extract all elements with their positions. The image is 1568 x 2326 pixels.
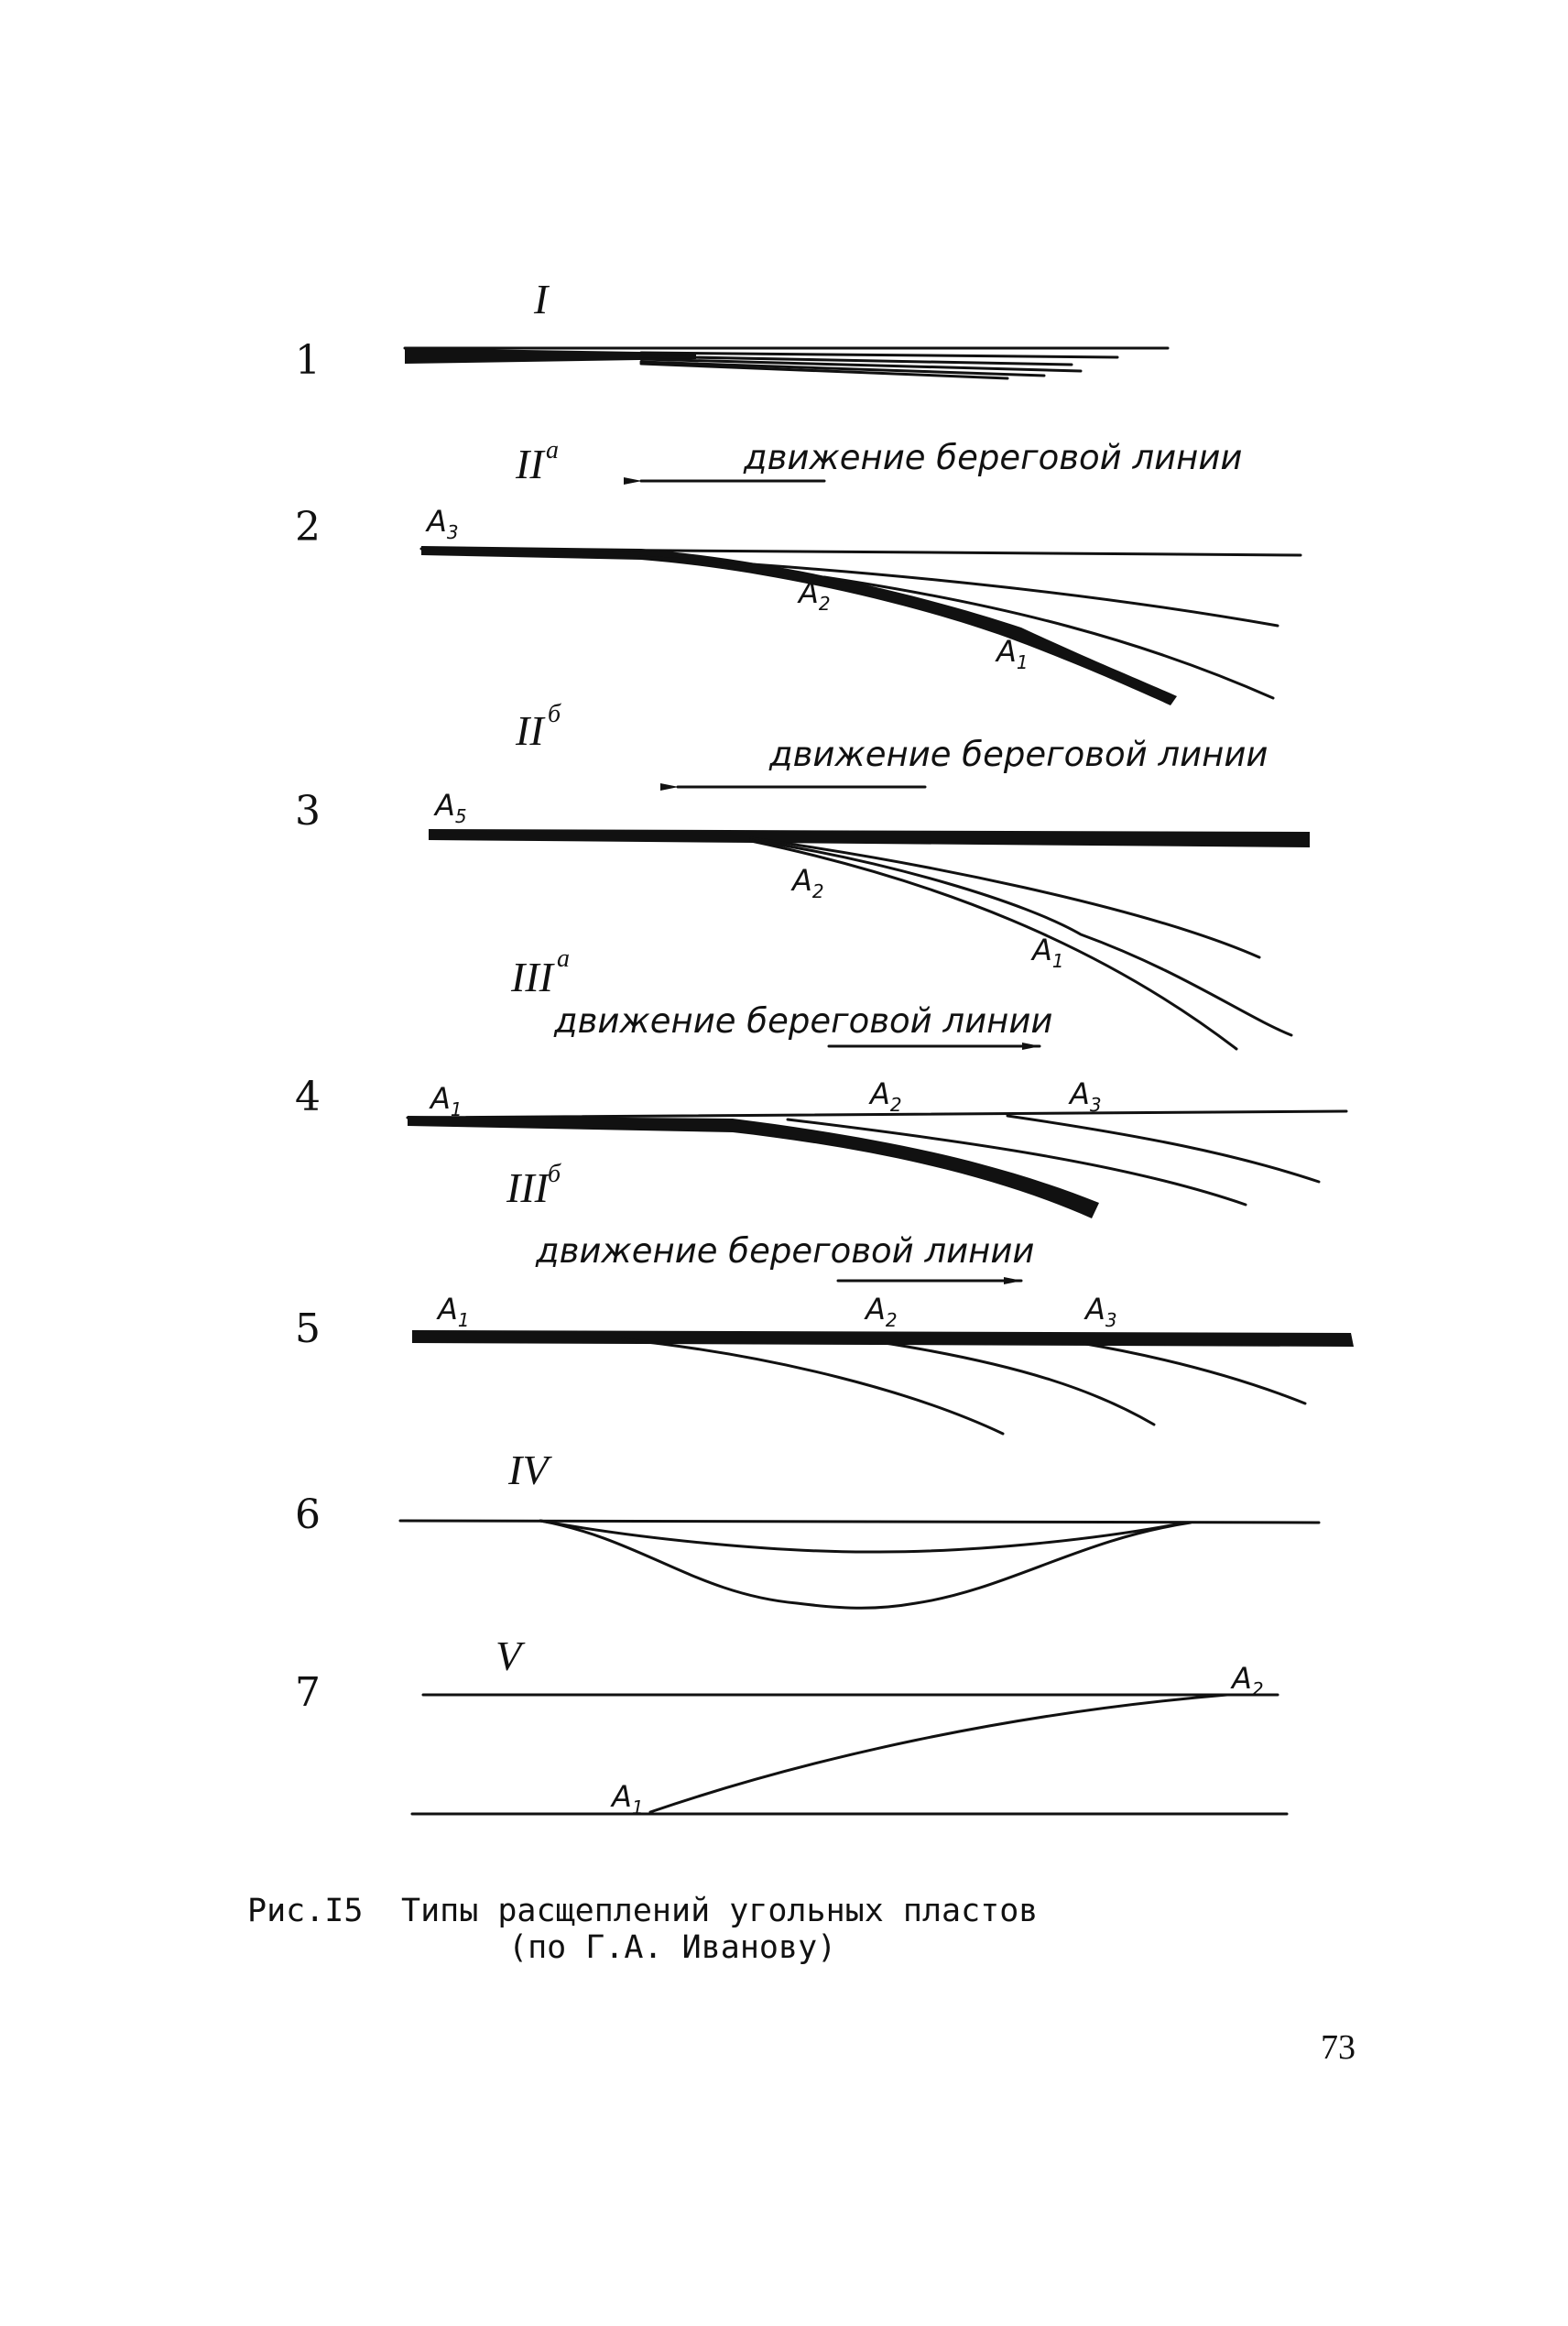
point-label-a2: $A_2$ [792, 863, 824, 902]
caption-line-2: (по Г.А. Иванову) [508, 1929, 837, 1966]
type-label-4: III [511, 954, 553, 1000]
diagram-row-7 [295, 1633, 1287, 1818]
figure-caption [247, 1893, 1038, 1966]
shoreline-motion-label-2: движение береговой линии [744, 438, 1243, 477]
point-label-a2: $A_2$ [1232, 1661, 1264, 1700]
caption-label: Рис.I5 [247, 1893, 364, 1929]
diagram-row-4 [295, 945, 1346, 1218]
shoreline-motion-label-4: движение береговой линии [554, 1001, 1053, 1041]
seam-2 [421, 546, 1301, 705]
type-label-2: II [516, 441, 544, 487]
seam-7 [412, 1695, 1287, 1814]
row-number-1: 1 [295, 337, 321, 384]
point-label-a2: $A_2$ [799, 575, 831, 615]
type-label-6: IV [508, 1447, 549, 1493]
type-label-3: II [516, 707, 544, 754]
type-superscript-3: б [548, 700, 561, 728]
diagram-row-2 [295, 436, 1301, 705]
point-label-a1: $A_1$ [612, 1779, 644, 1818]
seam-6 [400, 1521, 1319, 1608]
diagram-row-5 [295, 1160, 1354, 1434]
seam-1 [405, 348, 1168, 378]
diagram-row-3 [295, 700, 1310, 1049]
diagram-row-1 [295, 276, 1168, 384]
type-label-1: I [534, 276, 549, 322]
type-superscript-2: a [546, 436, 559, 464]
point-label-a3: $A_3$ [427, 504, 459, 543]
point-label-a5: $A_5$ [435, 788, 467, 827]
seam-5 [412, 1330, 1354, 1434]
type-superscript-5: б [548, 1160, 561, 1188]
point-label-a2: $A_2$ [870, 1076, 902, 1116]
caption-line-1: Типы расщеплений угольных пластов [401, 1893, 1039, 1929]
point-label-a1: $A_1$ [1032, 933, 1064, 972]
row-number-2: 2 [295, 504, 321, 551]
point-label-a1: $A_1$ [438, 1292, 470, 1331]
diagram-row-6 [295, 1447, 1319, 1608]
row-number-6: 6 [295, 1491, 321, 1538]
row-number-7: 7 [295, 1669, 321, 1716]
type-superscript-4: a [557, 945, 570, 973]
shoreline-motion-label-3: движение береговой линии [769, 735, 1269, 774]
shoreline-motion-label-5: движение береговой линии [536, 1231, 1035, 1271]
row-number-5: 5 [295, 1305, 321, 1352]
type-label-5: III [506, 1164, 549, 1211]
row-number-3: 3 [295, 788, 321, 835]
point-label-a3: $A_3$ [1070, 1076, 1102, 1116]
point-label-a1: $A_1$ [430, 1081, 463, 1120]
type-label-7: V [495, 1633, 522, 1679]
page-number: 73 [1321, 2028, 1356, 2067]
point-label-a2: $A_2$ [866, 1292, 898, 1331]
point-label-a3: $A_3$ [1085, 1292, 1117, 1331]
row-number-4: 4 [295, 1074, 321, 1120]
point-label-a1: $A_1$ [996, 634, 1029, 673]
